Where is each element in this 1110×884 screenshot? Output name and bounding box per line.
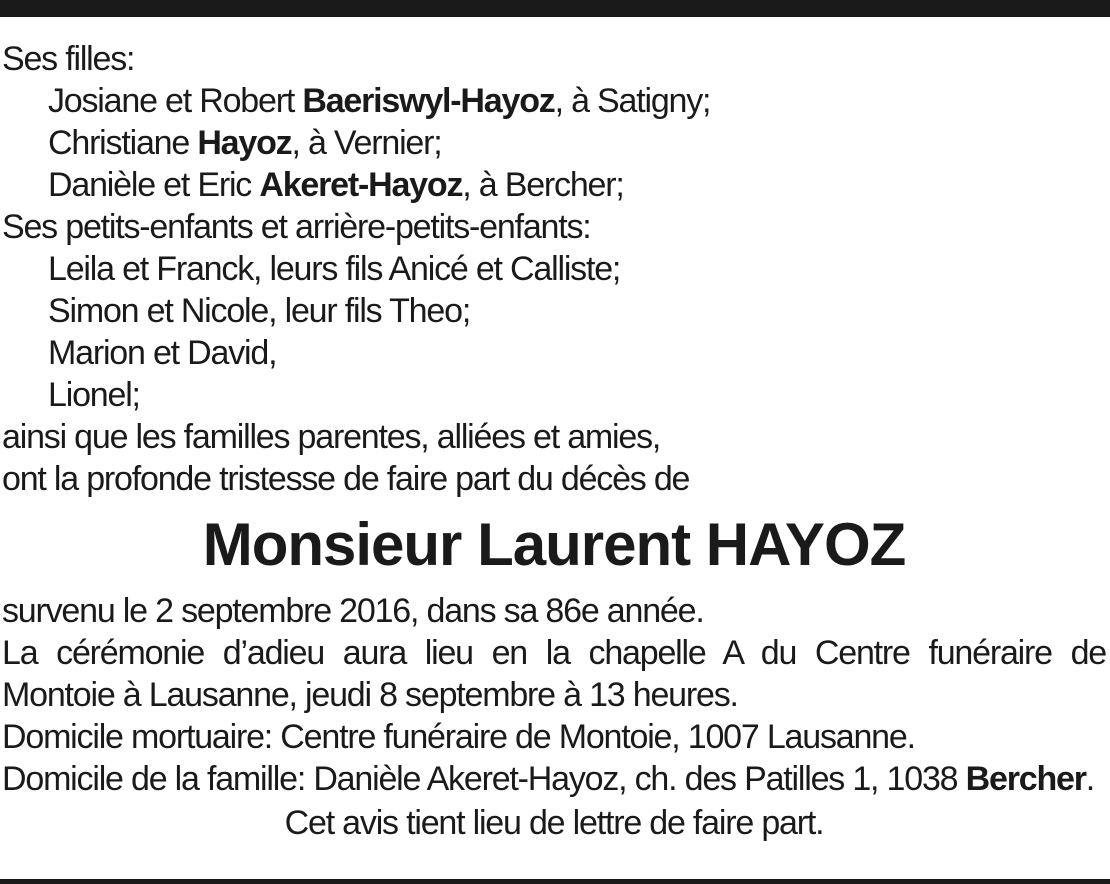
daughter-surname: Hayoz [197,124,292,162]
mortuary-address: Domicile mortuaire: Centre funéraire de Montoie, 1007 Lausanne. [2,718,915,756]
notice-line: Cet avis tient lieu de lettre de faire part. [284,804,824,842]
relatives-line: ainsi que les familles parentes, alliées et amies, [2,418,661,456]
family-address [2,758,1106,800]
family-address-text: Domicile de la famille: Danièle Akeret-Hayoz, ch. des Patilles 1, 1038 [2,760,966,798]
grandchild-entry: Simon et Nicole, leur fils Theo; [48,292,471,330]
obituary-notice [2,38,1106,844]
daughter-suffix: , à Satigny; [554,82,711,120]
daughter-prefix: Josiane et Robert [48,82,303,120]
grandchild-entry: Marion et David, [48,334,277,372]
ceremony-line: Montoie à Lausanne, jeudi 8 septembre à 13 heures. [2,676,738,714]
death-date-line: survenu le 2 septembre 2016, dans sa 86e année. [2,592,704,630]
grandchildren-heading: Ses petits-enfants et arrière-petits-enfants: [2,208,591,246]
daughter-surname: Baeriswyl-Hayoz [302,82,555,120]
family-address-town: Bercher [965,760,1086,798]
daughter-suffix: , à Bercher; [462,166,624,204]
daughter-entry [2,80,1106,122]
daughter-surname: Akeret-Hayoz [259,166,463,204]
top-rule [0,0,1110,17]
deceased-name: Monsieur Laurent HAYOZ [202,511,906,578]
daughter-prefix: Danièle et Eric [48,166,260,204]
grandchild-entry: Lionel; [48,376,140,414]
grandchild-entry: Leila et Franck, leurs fils Anicé et Calliste; [48,250,621,288]
daughter-prefix: Christiane [48,124,198,162]
daughters-heading: Ses filles: [2,40,135,78]
family-address-end: . [1085,760,1095,798]
daughter-suffix: , à Vernier; [291,124,442,162]
daughter-entry [2,164,1106,206]
daughter-entry [2,122,1106,164]
announcement-line: ont la profonde tristesse de faire part du décès de [2,460,690,498]
ceremony-line: La cérémonie d’adieu aura lieu en la chapelle A du Centre funéraire de [2,634,1106,672]
bottom-rule [0,879,1110,884]
